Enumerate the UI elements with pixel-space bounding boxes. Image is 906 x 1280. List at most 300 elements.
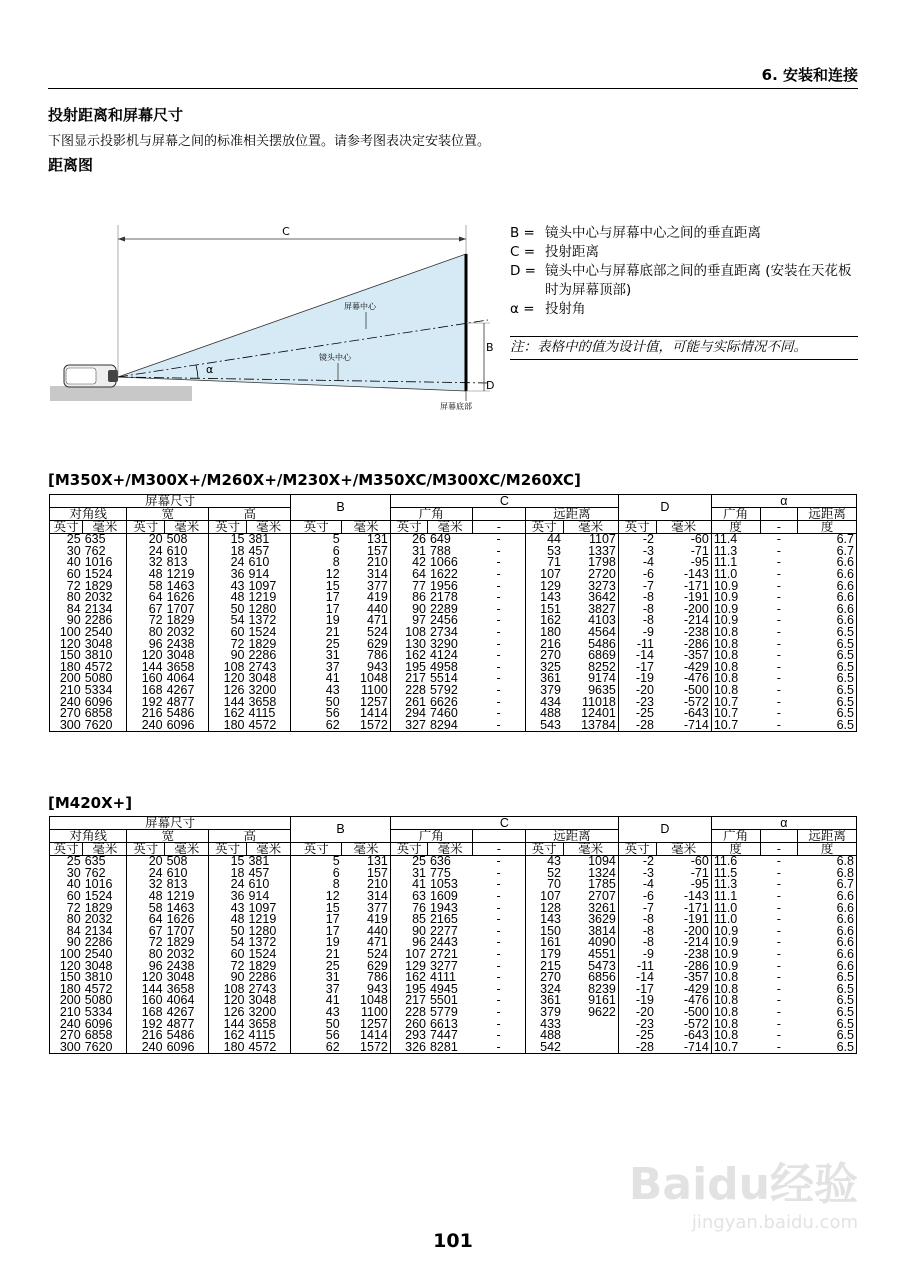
- table-cell: 4877: [166, 1016, 195, 1031]
- table-cell: 126: [209, 1007, 247, 1019]
- table-cell: 10.7: [711, 720, 760, 732]
- table-cell: -: [776, 865, 781, 880]
- table-cell: 11.0: [711, 914, 760, 926]
- table-cell: -: [776, 1016, 781, 1031]
- header-c: C: [390, 817, 618, 830]
- header-alpha-tele: 远距离: [798, 508, 857, 521]
- table-cell: -191: [683, 912, 709, 927]
- table-cell: 6858: [84, 1028, 113, 1043]
- table-cell: -6: [618, 891, 656, 903]
- table-cell: -: [776, 590, 781, 605]
- c-arrow-right: [459, 237, 466, 242]
- table-cell: -: [496, 659, 501, 674]
- table-cell: 2286: [84, 613, 113, 628]
- table-cell: 10.7: [711, 696, 760, 708]
- header-d: D: [618, 495, 711, 521]
- table-cell: 610: [248, 877, 270, 892]
- table-cell: 10.8: [711, 627, 760, 639]
- table-cell: 3810: [84, 648, 113, 663]
- header-alpha-tele: 远距离: [798, 830, 857, 843]
- table-cell: 3200: [248, 683, 277, 698]
- table-cell: 270: [525, 650, 563, 662]
- table-cell: 762: [84, 543, 106, 558]
- table-cell: 1372: [248, 935, 277, 950]
- table-cell: 41: [291, 673, 342, 685]
- table-cell: 300: [50, 1042, 83, 1054]
- table-cell: -500: [683, 683, 709, 698]
- label-lens-center: 镜头中心: [319, 353, 351, 362]
- table-cell: 636: [429, 854, 451, 869]
- table-cell: 11.6: [711, 856, 760, 868]
- table-cell: 1219: [248, 912, 277, 927]
- table-cell: 2032: [166, 947, 195, 962]
- table-cell: 10.8: [711, 995, 760, 1007]
- table-cell: 2743: [248, 981, 277, 996]
- table-cell: 508: [166, 854, 188, 869]
- table-cell: 6096: [166, 717, 195, 732]
- table-cell: 150: [525, 926, 563, 938]
- table-cell: -: [496, 947, 501, 962]
- table-cell: -: [496, 601, 501, 616]
- table-cell: 151: [525, 604, 563, 616]
- table-cell: 1280: [248, 923, 277, 938]
- table-cell: 162: [209, 1030, 247, 1042]
- table-cell: 377: [367, 578, 388, 593]
- table-cell: 6096: [166, 1039, 195, 1054]
- table-cell: 2707: [588, 889, 616, 904]
- table-cell: 3261: [588, 900, 616, 915]
- label-c: C: [282, 225, 290, 238]
- header-unit: 英寸: [209, 521, 247, 534]
- table-cell: 6.5: [836, 981, 854, 996]
- table-cell: 80: [50, 914, 83, 926]
- table-cell: 120: [50, 638, 83, 650]
- table-cell: -476: [683, 993, 709, 1008]
- table-cell: 1707: [166, 601, 195, 616]
- throw-distance-table-1: [49, 494, 857, 732]
- table-cell: 6.6: [836, 590, 854, 605]
- table-cell: 433: [525, 1018, 563, 1030]
- header-alpha: α: [711, 817, 856, 830]
- table-cell: 60: [50, 569, 83, 581]
- header-unit: 毫米: [342, 843, 391, 856]
- table-cell: 240: [50, 696, 83, 708]
- header-unit: 度: [798, 843, 857, 856]
- table-cell: 6096: [84, 1016, 113, 1031]
- table-cell: 1572: [360, 1039, 388, 1054]
- table-cell: 128: [525, 902, 563, 914]
- table-cell: 90: [209, 972, 247, 984]
- table-cell: 4572: [248, 717, 277, 732]
- table-cell: -: [776, 601, 781, 616]
- table-cell: 6.5: [836, 970, 854, 985]
- table-cell: 5: [291, 534, 342, 546]
- table-cell: 6.8: [836, 865, 854, 880]
- table-cell: 1524: [84, 889, 113, 904]
- table-cell: 107: [390, 949, 428, 961]
- table-cell: 162: [525, 615, 563, 627]
- table-cell: -: [776, 900, 781, 915]
- table-cell: 10.9: [711, 592, 760, 604]
- table-cell: 10.9: [711, 615, 760, 627]
- table-cell: 63: [390, 891, 428, 903]
- table-cell: 1626: [166, 912, 195, 927]
- table-cell: -: [776, 706, 781, 721]
- table-cell: 381: [248, 854, 270, 869]
- header-unit: 度: [711, 843, 760, 856]
- table-cell: -: [496, 590, 501, 605]
- table-cell: 7447: [429, 1028, 458, 1043]
- header-unit: 毫米: [165, 521, 209, 534]
- table-cell: 488: [525, 708, 563, 720]
- header-unit: 英寸: [618, 843, 656, 856]
- table-cell: 25: [390, 856, 428, 868]
- table-cell: 11.1: [711, 891, 760, 903]
- table-cell: -: [776, 717, 781, 732]
- table-cell: -238: [683, 947, 709, 962]
- table-cell: -171: [683, 578, 709, 593]
- table-cell: 1829: [166, 613, 195, 628]
- table-cell: -: [496, 717, 501, 732]
- table-cell: 1524: [84, 567, 113, 582]
- table-cell: -: [776, 889, 781, 904]
- table-cell: 6.8: [836, 854, 854, 869]
- header-diagonal: 对角线: [50, 830, 127, 843]
- table-cell: 377: [367, 900, 388, 915]
- table-cell: 11018: [582, 694, 616, 709]
- table-cell: 3290: [429, 636, 458, 651]
- table-cell: -: [776, 613, 781, 628]
- table-cell: -: [776, 923, 781, 938]
- header-width: 宽: [127, 508, 209, 521]
- table-cell: -71: [690, 865, 709, 880]
- table-cell: 90: [50, 615, 83, 627]
- table-cell: 144: [127, 662, 165, 674]
- table-cell: 457: [248, 865, 270, 880]
- table-cell: 48: [127, 891, 165, 903]
- table-cell: 1524: [248, 625, 277, 640]
- table-cell: 228: [390, 685, 428, 697]
- table-cell: 419: [367, 590, 388, 605]
- table-cell: 379: [525, 685, 563, 697]
- distance-diagram: [48, 215, 495, 420]
- table-cell: 40: [50, 879, 83, 891]
- table-cell: 1100: [360, 1005, 388, 1020]
- table-cell: 260: [390, 1018, 428, 1030]
- table-cell: 200: [50, 673, 83, 685]
- table-cell: 542: [525, 1042, 563, 1054]
- table-cell: 649: [429, 532, 451, 547]
- table-cell: 50: [209, 604, 247, 616]
- table-cell: 18: [209, 868, 247, 880]
- table-cell: 64: [127, 914, 165, 926]
- table-cell: 108: [209, 984, 247, 996]
- table-cell: 1785: [588, 877, 616, 892]
- header-unit: 毫米: [656, 521, 711, 534]
- table-cell: 7620: [84, 1039, 113, 1054]
- table-cell: -: [496, 694, 501, 709]
- legend-item-c: C = 投射距离: [510, 244, 599, 260]
- header-unit: 英寸: [390, 521, 428, 534]
- table-cell: 10.7: [711, 708, 760, 720]
- table-cell: 37: [291, 984, 342, 996]
- table-cell: 24: [209, 557, 247, 569]
- header-unit: 英寸: [525, 521, 563, 534]
- table-cell: -17: [618, 662, 656, 674]
- table-cell: 1463: [166, 900, 195, 915]
- table-cell: 210: [367, 877, 388, 892]
- header-c-blank: [472, 508, 525, 521]
- table-cell: 457: [248, 543, 270, 558]
- table-cell: 1066: [429, 555, 458, 570]
- table-cell: 4090: [588, 935, 616, 950]
- table-cell: -11: [618, 638, 656, 650]
- table-cell: 144: [209, 1018, 247, 1030]
- table-cell: 10.8: [711, 1018, 760, 1030]
- table-cell: 2165: [429, 912, 458, 927]
- table-cell: -: [496, 970, 501, 985]
- table-cell: 84: [50, 604, 83, 616]
- table-cell: [563, 1042, 618, 1054]
- table-cell: 6: [291, 868, 342, 880]
- table-cell: 324: [525, 984, 563, 996]
- table-cell: -8: [618, 914, 656, 926]
- table-cell: 162: [209, 708, 247, 720]
- table-cell: 8281: [429, 1039, 458, 1054]
- table-cell: 3048: [84, 958, 113, 973]
- table-cell: 1798: [588, 555, 616, 570]
- table-cell: -: [776, 625, 781, 640]
- table-cell: 20: [127, 534, 165, 546]
- table-cell: 2178: [429, 590, 458, 605]
- table-cell: 9635: [588, 683, 616, 698]
- table-cell: 5486: [166, 1028, 195, 1043]
- table-cell: 2443: [429, 935, 458, 950]
- table-cell: -: [776, 567, 781, 582]
- table-cell: 3658: [166, 659, 195, 674]
- table-cell: -20: [618, 685, 656, 697]
- table-cell: -: [496, 532, 501, 547]
- table-cell: 610: [248, 555, 270, 570]
- table-cell: -4: [618, 879, 656, 891]
- header-d: D: [618, 817, 711, 843]
- table-cell: 2032: [166, 625, 195, 640]
- table-cell: -: [776, 935, 781, 950]
- table-cell: 195: [390, 662, 428, 674]
- table-cell: 240: [50, 1018, 83, 1030]
- table-cell: -: [496, 935, 501, 950]
- table-cell: 11.1: [711, 557, 760, 569]
- table-cell: -500: [683, 1005, 709, 1020]
- table-cell: 96: [390, 937, 428, 949]
- table-cell: 6.5: [836, 1016, 854, 1031]
- table-cell: 629: [367, 636, 388, 651]
- table-cell: -572: [683, 1016, 709, 1031]
- table-cell: 775: [429, 865, 451, 880]
- table-cell: 180: [209, 720, 247, 732]
- table-cell: 5501: [429, 993, 458, 1008]
- table-cell: 143: [525, 914, 563, 926]
- table-cell: 54: [209, 937, 247, 949]
- table-cell: 2721: [429, 947, 458, 962]
- table-cell: 10.9: [711, 949, 760, 961]
- table-cell: 4572: [84, 659, 113, 674]
- table-cell: 508: [166, 532, 188, 547]
- table-cell: -11: [618, 960, 656, 972]
- table-cell: -28: [618, 720, 656, 732]
- table-cell: 131: [367, 854, 388, 869]
- table-cell: 11.3: [711, 546, 760, 558]
- table-cell: 6858: [84, 706, 113, 721]
- table-cell: 5334: [84, 683, 113, 698]
- table-cell: -: [776, 555, 781, 570]
- c-arrow-left: [118, 237, 125, 242]
- header-unit: 毫米: [246, 843, 290, 856]
- table-cell: 2286: [84, 935, 113, 950]
- table-cell: 270: [50, 708, 83, 720]
- table-cell: 217: [390, 673, 428, 685]
- table-cell: 4267: [166, 683, 195, 698]
- table-cell: 1053: [429, 877, 458, 892]
- table-cell: -9: [618, 627, 656, 639]
- table-cell: 524: [367, 947, 388, 962]
- table-cell: 6856: [588, 970, 616, 985]
- table-cell: 18: [209, 546, 247, 558]
- table-cell: 5779: [429, 1005, 458, 1020]
- table-cell: 107: [525, 569, 563, 581]
- table-cell: 10.8: [711, 650, 760, 662]
- table-cell: 217: [390, 995, 428, 1007]
- table-cell: 6.6: [836, 958, 854, 973]
- table-cell: 53: [525, 546, 563, 558]
- table-cell: 40: [50, 557, 83, 569]
- table-cell: -191: [683, 590, 709, 605]
- table-cell: -: [496, 613, 501, 628]
- header-unit: 度: [711, 521, 760, 534]
- table-cell: 6.5: [836, 1028, 854, 1043]
- table-cell: 11.0: [711, 569, 760, 581]
- table-cell: 327: [390, 720, 428, 732]
- table-cell: 10.9: [711, 960, 760, 972]
- table-cell: 17: [291, 592, 342, 604]
- table-cell: 762: [84, 865, 106, 880]
- table-cell: 9622: [588, 1005, 616, 1020]
- table-cell: 4877: [166, 694, 195, 709]
- table-cell: -4: [618, 557, 656, 569]
- table-cell: 6.5: [836, 706, 854, 721]
- table-cell: 325: [525, 662, 563, 674]
- table-cell: -: [496, 865, 501, 880]
- table-cell: 6.5: [836, 648, 854, 663]
- table-cell: 1414: [360, 706, 388, 721]
- table-cell: 3629: [588, 912, 616, 927]
- header-alpha-blank: [760, 830, 798, 843]
- table-cell: -20: [618, 1007, 656, 1019]
- header-alpha-blank: [760, 508, 798, 521]
- table-cell: 1829: [84, 900, 113, 915]
- table-cell: 2540: [84, 625, 113, 640]
- table-cell: 80: [127, 627, 165, 639]
- table-cell: 10.8: [711, 1030, 760, 1042]
- table-cell: 72: [50, 580, 83, 592]
- label-screen-bottom: 屏幕底部: [440, 402, 472, 411]
- table-cell: 3642: [588, 590, 616, 605]
- table-cell: 228: [390, 1007, 428, 1019]
- table-cell: 80: [50, 592, 83, 604]
- header-unit: 毫米: [342, 521, 391, 534]
- table-cell: 2134: [84, 923, 113, 938]
- table-cell: -643: [683, 706, 709, 721]
- header-unit: 毫米: [428, 843, 472, 856]
- table-cell: 4945: [429, 981, 458, 996]
- table-cell: -: [496, 981, 501, 996]
- table-cell: -14: [618, 972, 656, 984]
- table-cell: -: [776, 659, 781, 674]
- table-cell: 6.6: [836, 947, 854, 962]
- header-height: 高: [209, 508, 291, 521]
- table-cell: 31: [291, 972, 342, 984]
- table-cell: -71: [690, 543, 709, 558]
- table-cell: 84: [50, 926, 83, 938]
- table-cell: -: [496, 1016, 501, 1031]
- table-cell: 150: [50, 972, 83, 984]
- table-cell: 471: [367, 935, 388, 950]
- table-cell: 120: [127, 972, 165, 984]
- table-cell: 10.9: [711, 926, 760, 938]
- table-cell: 36: [209, 569, 247, 581]
- table-cell: -25: [618, 708, 656, 720]
- table-cell: 25: [50, 534, 83, 546]
- table-cell: 1337: [588, 543, 616, 558]
- table-cell: 6: [291, 546, 342, 558]
- table-cell: 50: [209, 926, 247, 938]
- table-cell: 10.8: [711, 984, 760, 996]
- header-unit: -: [760, 521, 798, 534]
- diagram-legend: [510, 224, 860, 319]
- header-unit: 英寸: [127, 843, 165, 856]
- table-cell: 15: [209, 534, 247, 546]
- table-cell: 210: [367, 555, 388, 570]
- table-cell: 25: [50, 856, 83, 868]
- table-cell: 160: [127, 995, 165, 1007]
- table-cell: 72: [127, 937, 165, 949]
- table-cell: 80: [127, 949, 165, 961]
- table-cell: 41: [390, 879, 428, 891]
- table-cell: -95: [690, 877, 709, 892]
- table-cell: -143: [683, 567, 709, 582]
- table-cell: 240: [127, 720, 165, 732]
- table-cell: 6.6: [836, 613, 854, 628]
- table-cell: -: [776, 648, 781, 663]
- diagram-title: 距离图: [48, 156, 94, 174]
- table-cell: 43: [525, 856, 563, 868]
- header-unit: 英寸: [291, 843, 342, 856]
- table-cell: -: [496, 706, 501, 721]
- table-cell: -9: [618, 949, 656, 961]
- table-cell: 3658: [248, 1016, 277, 1031]
- table-cell: 543: [525, 720, 563, 732]
- table-cell: 788: [429, 543, 451, 558]
- table1-title: [M350X+/M300X+/M260X+/M230X+/M350XC/M300XC/M260XC]: [48, 471, 581, 489]
- table-cell: 162: [390, 972, 428, 984]
- table-cell: 914: [248, 889, 270, 904]
- table-cell: 6.5: [836, 1005, 854, 1020]
- header-screen-size: 屏幕尺寸: [50, 495, 291, 508]
- table-cell: -: [776, 543, 781, 558]
- table-cell: 41: [291, 995, 342, 1007]
- table-cell: 25: [291, 960, 342, 972]
- table-cell: 8294: [429, 717, 458, 732]
